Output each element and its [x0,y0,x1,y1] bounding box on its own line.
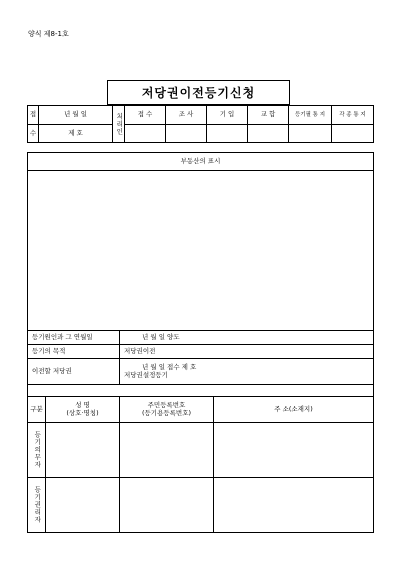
col-reg-main: 주민등록번호 [147,401,186,410]
stamp-investigation: 조 사 [166,106,207,125]
holder-reg[interactable] [120,478,214,533]
col-reg [120,397,214,423]
col-name-main: 성 명 [75,401,90,410]
obligor-label: 등기의무자 [28,423,46,478]
col-name [46,397,120,423]
processor-label: 처리인 [113,106,125,143]
blank-row [28,385,374,397]
receipt-label-bottom: 수 [28,125,39,143]
stamp-verification-box[interactable] [248,125,289,143]
col-name-sub: (상호·명칭) [66,408,99,417]
stamp-receipt-box[interactable] [125,125,166,143]
stamp-verification: 교 합 [248,106,289,125]
obligor-name[interactable] [46,423,120,478]
cause-label: 등기원인과 그 연월일 [28,331,120,345]
stamp-entry-box[interactable] [207,125,248,143]
form-title: 저당권이전등기신청 [107,80,290,105]
stamp-receipt: 접 수 [125,106,166,125]
mortgage-label: 이전할 저당권 [28,359,120,385]
application-table [27,152,374,533]
stamp-various-notice: 각 종 통 지 [332,106,374,125]
col-address: 주 소(소재지) [214,397,374,423]
stamp-completion-box[interactable] [289,125,332,143]
obligor-address[interactable] [214,423,374,478]
col-reg-sub: (등기용등록번호) [141,408,192,417]
cause-value[interactable]: 년 월 일 양도 [120,331,374,345]
receipt-table [27,105,374,143]
property-description-area[interactable] [28,171,374,331]
receipt-label-top: 접 [28,106,39,125]
mortgage-value-line1: 년 월 일 접수 제 호 [142,363,197,372]
obligor-reg[interactable] [120,423,214,478]
stamp-entry: 기 입 [207,106,248,125]
stamp-completion-notice: 등기필 통 지 [289,106,332,125]
purpose-value[interactable]: 저당권이전 [120,345,374,359]
stamp-investigation-box[interactable] [166,125,207,143]
col-division: 구분 [28,397,46,423]
receipt-number[interactable]: 제 호 [39,125,113,143]
purpose-label: 등기의 목적 [28,345,120,359]
receipt-date[interactable]: 년 월 일 [39,106,113,125]
holder-name[interactable] [46,478,120,533]
stamp-various-box[interactable] [332,125,374,143]
holder-address[interactable] [214,478,374,533]
mortgage-value-line2: 저당권설정등기 [124,370,168,379]
form-number: 양식 제8-1호 [28,30,69,38]
holder-label: 등기권리자 [28,478,46,533]
property-header: 부동산의 표시 [28,153,374,171]
mortgage-value[interactable] [120,359,374,385]
